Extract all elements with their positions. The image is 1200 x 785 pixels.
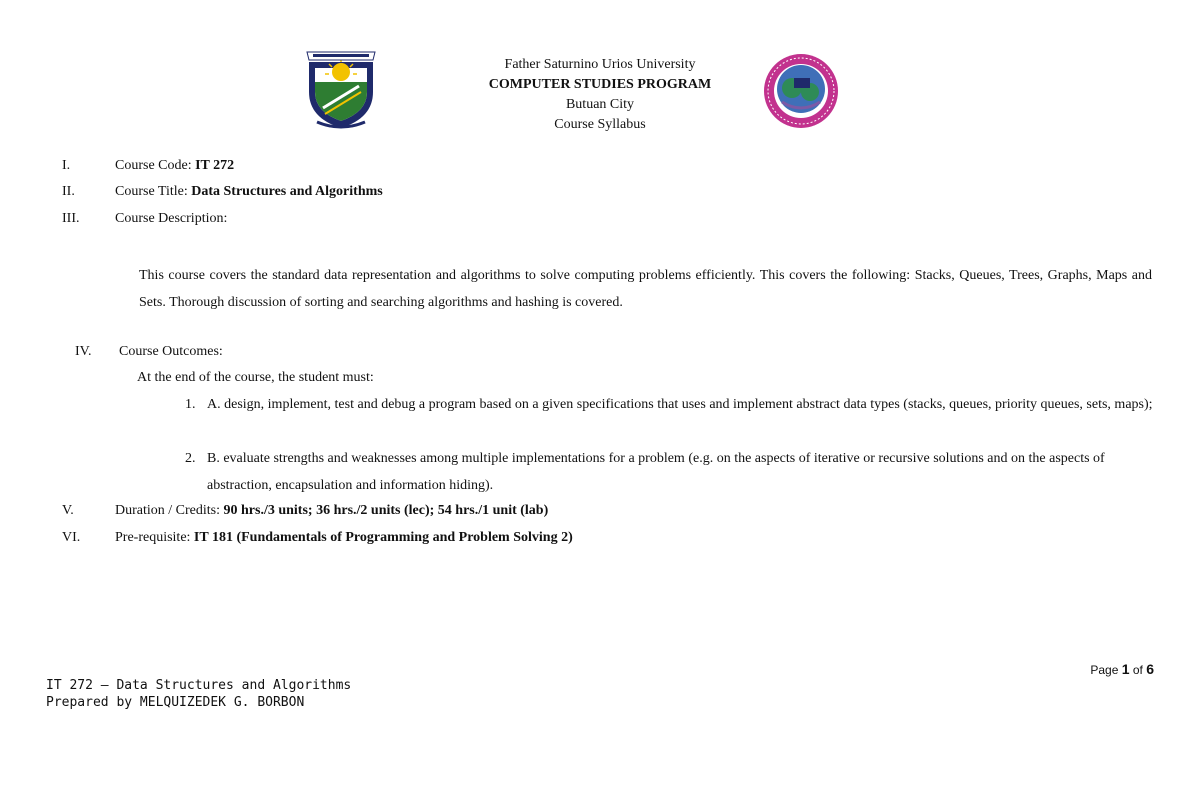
- course-outcomes-label: Course Outcomes:: [119, 344, 223, 359]
- section-number: III.: [62, 211, 80, 226]
- document-title: Course Syllabus: [554, 117, 646, 132]
- section-number: V.: [62, 503, 74, 518]
- outcome-number: 1.: [185, 397, 196, 412]
- section-label: [115, 502, 548, 520]
- outcome-text: A. design, implement, test and debug a program based on a given specifications that uses and implement abstract data types (stacks, queues, priority queues, sets, maps);: [207, 397, 1153, 412]
- course-code-value: IT 272: [195, 158, 235, 173]
- duration-label: Duration / Credits:: [115, 503, 224, 518]
- document-header: [0, 0, 1200, 150]
- university-seal-icon: [303, 48, 379, 130]
- footer-author: Prepared by MELQUIZEDEK G. BORBON: [46, 695, 305, 710]
- document-footer: [46, 677, 351, 711]
- course-description-label: Course Description:: [115, 211, 228, 226]
- section-number: VI.: [62, 530, 81, 545]
- section-label: [115, 529, 573, 547]
- page-of: of: [1129, 663, 1147, 677]
- university-name: Father Saturnino Urios University: [504, 57, 696, 72]
- section-number: II.: [62, 184, 75, 199]
- page-current: 1: [1121, 661, 1130, 677]
- section-number: IV.: [75, 344, 92, 359]
- section-label: [115, 183, 383, 201]
- course-title-label: Course Title:: [115, 184, 192, 199]
- duration-value: 90 hrs./3 units; 36 hrs./2 units (lec); 54 hrs./1 unit (lab): [223, 503, 549, 518]
- outcomes-intro: At the end of the course, the student must:: [137, 370, 374, 385]
- section-number: I.: [62, 158, 71, 173]
- course-title-value: Data Structures and Algorithms: [191, 184, 383, 199]
- section-label: [115, 157, 234, 175]
- prerequisite-label: Pre-requisite:: [115, 530, 194, 545]
- header-text: [400, 55, 800, 135]
- city-name: Butuan City: [565, 97, 635, 112]
- computer-studies-seal-icon: [762, 52, 840, 130]
- outcome-number: 2.: [185, 451, 196, 466]
- course-description-text: This course covers the standard data representation and algorithms to solve computing problems efficiently. This covers the following: Stacks, Queues, Trees, Graphs, Maps and Sets. Thorough discussion of sorting and searching algorithms and hashing is covered.: [139, 268, 1152, 310]
- course-code-label: Course Code:: [115, 158, 196, 173]
- page-prefix: Page: [1090, 663, 1122, 677]
- program-name: COMPUTER STUDIES PROGRAM: [488, 77, 712, 92]
- prerequisite-value: IT 181 (Fundamentals of Programming and Problem Solving 2): [193, 530, 573, 545]
- outcome-text: B. evaluate strengths and weaknesses among multiple implementations for a problem (e.g. on the aspects of iterative or recursive solutions and on the aspects of abstraction, encapsulation and information hiding).: [207, 451, 1105, 493]
- footer-course: IT 272 – Data Structures and Algorithms: [46, 678, 352, 693]
- page-total: 6: [1146, 661, 1154, 677]
- page-number: [1090, 661, 1154, 677]
